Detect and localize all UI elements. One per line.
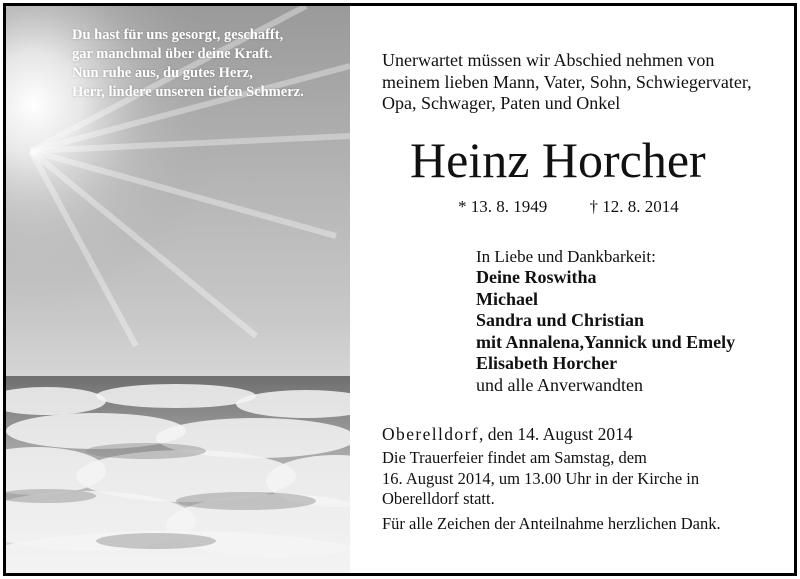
deceased-name: Heinz Horcher <box>410 132 706 188</box>
intro-line: Unerwartet müssen wir Abschied nehmen von <box>382 50 715 70</box>
death-date: † 12. 8. 2014 <box>589 197 679 216</box>
poem-line: Du hast für uns gesorgt, geschafft, <box>72 27 284 43</box>
obituary-card <box>3 3 797 576</box>
poem-line: gar manchmal über deine Kraft. <box>72 46 273 62</box>
funeral-line: 16. August 2014, um 13.00 Uhr in der Kirche in <box>382 468 700 488</box>
place-date-text: , den 14. August 2014 <box>479 424 633 444</box>
mourner-name: Deine Roswitha <box>476 267 597 287</box>
intro-text <box>382 50 782 115</box>
funeral-line: Die Trauerfeier findet am Samstag, dem <box>382 448 647 467</box>
mourner-name: Sandra und Christian <box>476 310 645 330</box>
intro-line: meinem lieben Mann, Vater, Sohn, Schwiegervater, <box>382 71 752 92</box>
life-dates <box>458 196 679 218</box>
thanks-note: Für alle Zeichen der Anteilnahme herzlichen Dank. <box>382 514 721 533</box>
clouds-sunburst-image <box>6 6 350 573</box>
funeral-info <box>382 448 782 510</box>
intro-line: Opa, Schwager, Paten und Onkel <box>382 93 621 113</box>
place-town: Oberelldorf <box>382 424 480 444</box>
poem-line: Herr, lindere unseren tiefen Schmerz. <box>72 84 304 100</box>
funeral-line: Oberelldorf statt. <box>382 489 495 508</box>
mourners-others: und alle Anverwandten <box>476 374 643 395</box>
birth-date: * 13. 8. 1949 <box>458 197 548 216</box>
mourners-lead: In Liebe und Dankbarkeit: <box>476 247 656 266</box>
mourners-list <box>476 246 792 396</box>
mourner-name: mit Annalena,Yannick und Emely <box>476 331 736 352</box>
obituary-text <box>350 6 794 573</box>
mourner-name: Michael <box>476 288 538 309</box>
poem-line: Nun ruhe aus, du gutes Herz, <box>72 65 253 81</box>
poem <box>72 26 342 102</box>
place-date <box>382 424 633 445</box>
mourner-name: Elisabeth Horcher <box>476 353 618 373</box>
